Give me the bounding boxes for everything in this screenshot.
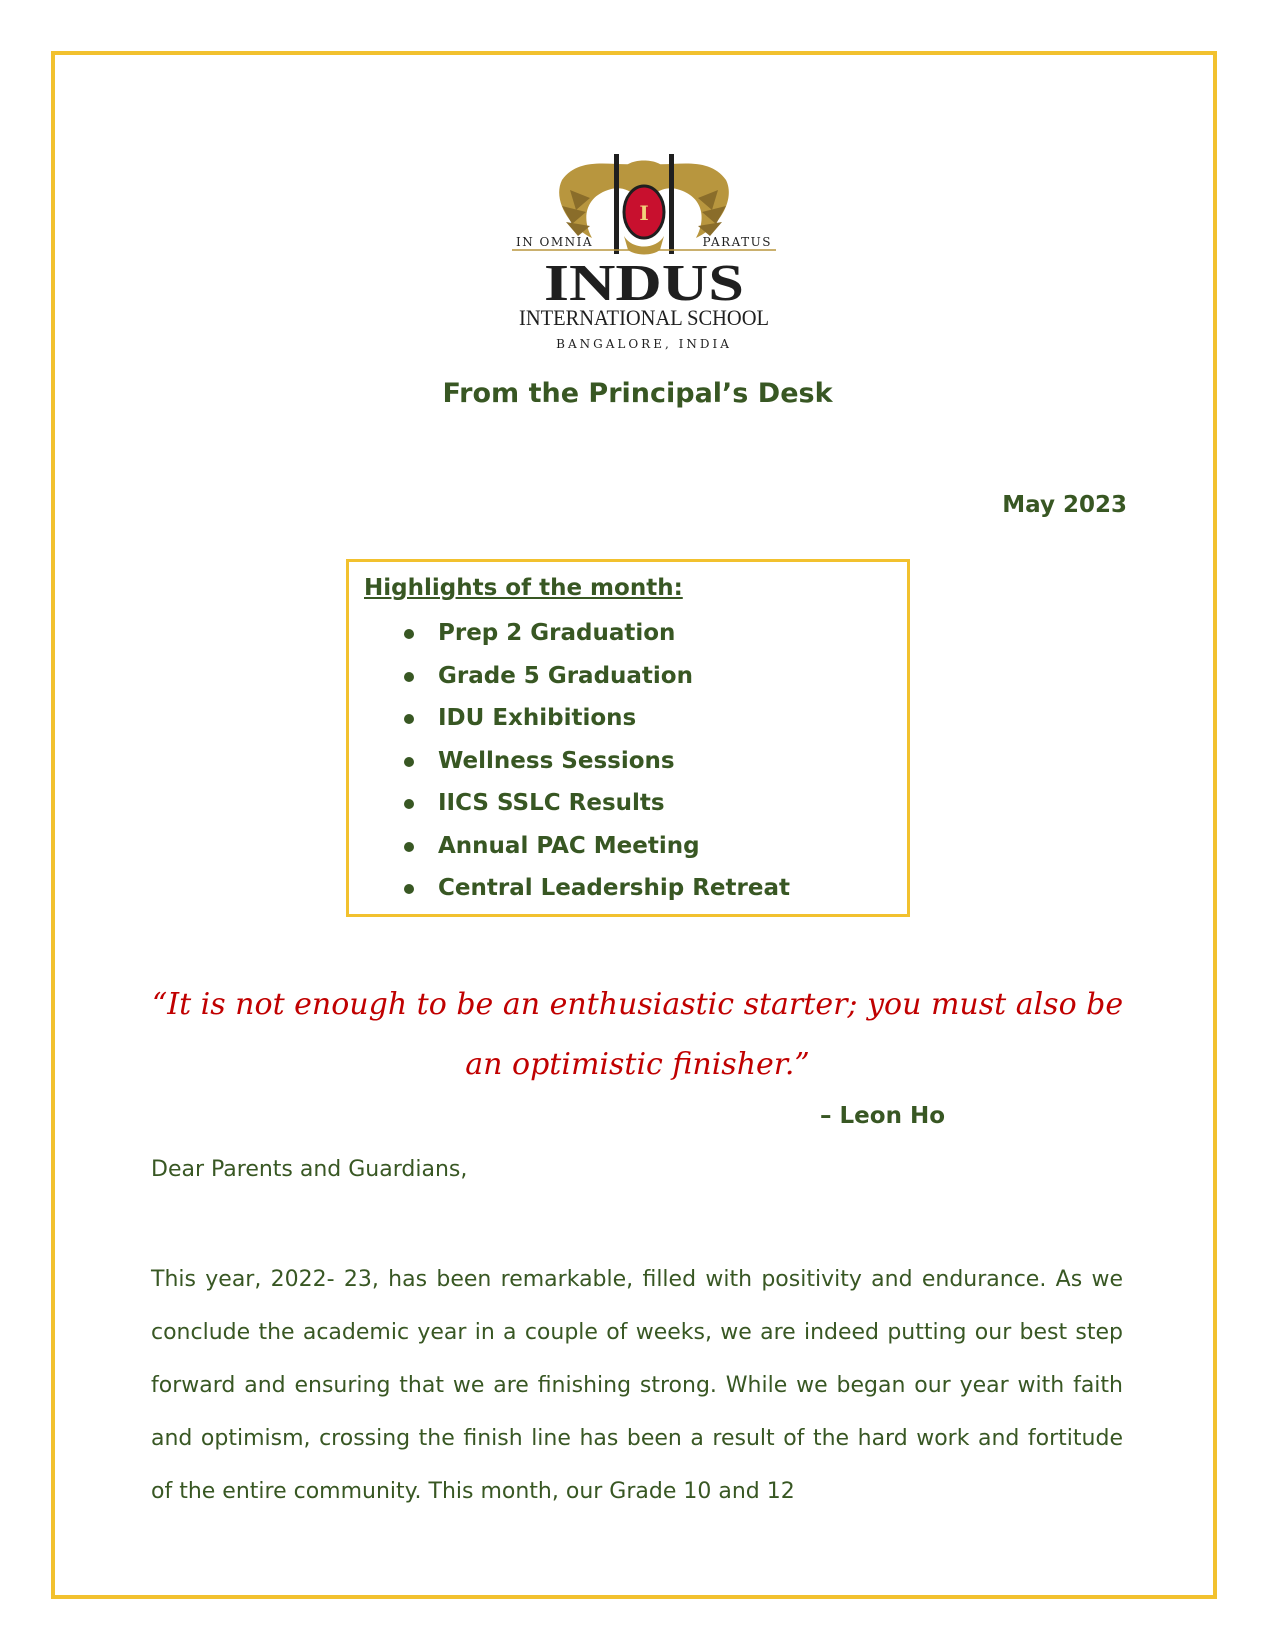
- list-item-label: Wellness Sessions: [438, 747, 675, 774]
- svg-text:I: I: [639, 201, 649, 225]
- logo-name: INDUS: [544, 255, 744, 312]
- list-item: [349, 697, 790, 740]
- quote-text: “It is not enough to be an enthusiastic starter; you must also be an optimistic finisher.”: [151, 987, 1124, 1082]
- bullet-icon: [404, 842, 414, 852]
- list-item-label: Central Leadership Retreat: [438, 875, 790, 901]
- logo-subtitle: INTERNATIONAL SCHOOL: [519, 305, 769, 330]
- letter-salutation: Dear Parents and Guardians,: [151, 1157, 468, 1182]
- school-logo: [512, 150, 776, 364]
- list-item-label: IDU Exhibitions: [438, 705, 637, 731]
- list-item-label: Annual PAC Meeting: [438, 832, 700, 859]
- bullet-icon: [404, 799, 414, 809]
- list-item-label: IICS SSLC Results: [438, 790, 665, 816]
- bullet-icon: [404, 757, 414, 767]
- bullet-icon: [404, 714, 414, 724]
- list-item: [349, 867, 790, 910]
- highlights-box: [346, 559, 910, 917]
- list-item-label: Prep 2 Graduation: [438, 620, 676, 646]
- quote-author: – Leon Ho: [820, 1103, 945, 1129]
- letter-paragraph: This year, 2022- 23, has been remarkable, filled with positivity and endurance. As we conclude the academic year in a couple of weeks, we are indeed putting our best step forward and ensuring that we are finishing strong. While we began our year with faith and optimism, crossing the finish line has been a result of the hard work and fortitude of the entire community. This month, our Grade 10 and 12: [151, 1267, 1123, 1504]
- bullet-icon: [404, 672, 414, 682]
- list-item: [349, 782, 790, 825]
- issue-date: May 2023: [1002, 492, 1127, 518]
- highlights-heading: Highlights of the month:: [364, 575, 683, 601]
- bullet-icon: [404, 884, 414, 894]
- list-item: [349, 655, 790, 698]
- list-item-label: Grade 5 Graduation: [438, 662, 693, 689]
- logo-motto-right: PARATUS: [702, 235, 772, 249]
- list-item: [349, 825, 790, 868]
- bullet-icon: [404, 629, 414, 639]
- logo-location: BANGALORE, INDIA: [556, 337, 732, 351]
- list-item: [349, 612, 790, 655]
- page-title: From the Principal’s Desk: [442, 378, 833, 409]
- highlights-list: [349, 612, 790, 910]
- logo-motto-left: IN OMNIA: [516, 235, 594, 249]
- list-item: [349, 740, 790, 783]
